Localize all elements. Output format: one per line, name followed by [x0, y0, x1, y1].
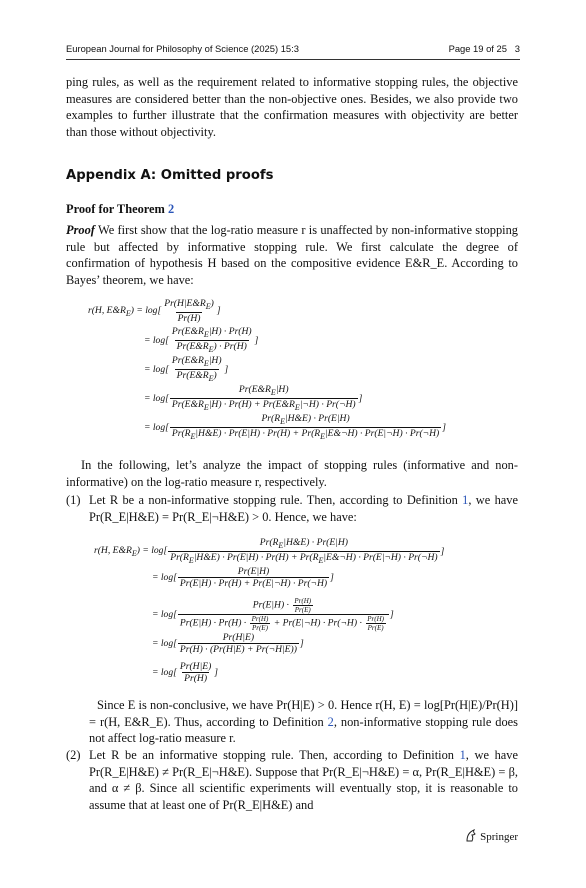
definition-link-2[interactable]: 2	[327, 714, 334, 729]
list-item-2: (2) Let R be an informative stopping rule. Then, according to Definition 1, we have Pr(R_E|H&E) ≠ Pr(R_E|¬H&E). Suppose that Pr(R_E|¬H&E) = α, Pr(R_E|H&E) = β, and α ≠ β. Since all scientific experiments will eventually stop, it is reasonable to assume that at least one of Pr(R_E|H&E) and	[66, 748, 518, 812]
eq1-line-3: = log[ $\frac{Pr(E\&R_E|H)}{Pr(E\&R_E)}$ ]	[144, 355, 229, 383]
springer-horse-icon	[465, 829, 477, 845]
publisher-footer	[465, 829, 518, 845]
intro-paragraph: ping rules, as well as the requirement related to informative stopping rules, the objective measures are considered better than the non-objective ones. Besides, we also provide two examples to further illustrate that the confirmation measures with objectivity are better than those without objectivity.	[66, 75, 518, 139]
eq1-line-5: = log[ $Pr(R_E|H\&E) \cdot Pr(E|H)$ $Pr(R_E|H\&E) \cdot Pr(E|H) \cdot Pr(H)$ + $Pr(R_E|E\&\neg H)$ · Pr(E|¬H) · Pr(¬H) ]	[144, 413, 446, 441]
proof-paragraph: Proof We first show that the log-ratio measure r is unaffected by non-informative stopping rule but affected by informative stopping rule. We first calculate the degree of confirmation of hypothesis H based on the compositive evidence E&R_E. According to Bayes’ theorem, we have:	[66, 223, 518, 287]
eq2-line-2: = log[ $\frac{Pr(E|H)}{Pr(E|H) \cdot Pr(H) + Pr(E|\neg H) \cdot Pr(\neg H)}$ ]	[152, 566, 334, 589]
section-title: Appendix A: Omitted proofs	[66, 168, 274, 183]
journal-citation: European Journal for Philosophy of Science (2025) 15:3	[66, 43, 299, 54]
list-item-1: (1) Let R be a non-informative stopping rule. Then, according to Definition 1, we have Pr(R_E|H&E) = Pr(R_E|¬H&E) > 0. Hence, we have:	[66, 493, 518, 524]
definition-link[interactable]: 1	[462, 493, 469, 507]
eq1-line-4: = log[ $\frac{Pr(E\&R_E|H)}{Pr(E\&R_E|H) \cdot Pr(H) + Pr(E\&R_E|\neg H) \cdot Pr(\neg H)}$ ]	[144, 384, 363, 412]
page-number: Page 19 of 25 3	[448, 43, 520, 54]
following-paragraph: In the following, let’s analyze the impact of stopping rules (informative and non-informative) on the log-ratio measure r, respectively.	[66, 458, 518, 489]
eq1-line-2: = log[ $\frac{Pr(E\&R_E|H) \cdot Pr(H)}{Pr(E\&R_E) \cdot Pr(H)}$ ]	[144, 326, 259, 354]
publisher-name: Springer	[480, 831, 518, 843]
since-paragraph: Since E is non-conclusive, we have Pr(H|E) > 0. Hence r(H, E) = log[Pr(H|E)/Pr(H)] = r(H, E&R_E). Thus, according to Definition 2, non-informative stopping rule does not affect log-ratio measure r.	[89, 698, 519, 745]
eq2-line-4: = log[ $\frac{Pr(H|E)}{Pr(H) \cdot (Pr(H|E) + Pr(\neg H|E))}$ ]	[152, 632, 304, 655]
eq1-line-1: r(H, $E\&R_E) = \log$[ $\frac{Pr(H|E\&R_E)}{Pr(H)}$ ]	[88, 298, 221, 324]
proof-title: Proof for Theorem 2	[66, 202, 175, 216]
eq2-line-3: = log[ Pr(E|H) · $\frac{Pr(H)}{Pr(E)}$ Pr(E|H) · Pr(H) · $\frac{Pr(H)}{Pr(E)}$ + Pr(E|¬H) · Pr(¬H) · $\frac{Pr(H)}{Pr(E)}$ ]	[152, 597, 394, 632]
theorem-link[interactable]: 2	[168, 202, 175, 216]
running-header	[66, 43, 520, 57]
eq2-line-1: r(H, $E\&R_E) = \log$[ $Pr(R_E|H\&E) \cdot Pr(E|H)$ $Pr(R_E|H\&E) \cdot Pr(E|H) \cdot Pr(H)$ + $Pr(R_E|E\&\neg H)$ · Pr(E|¬H) · Pr(¬H) ]	[94, 537, 445, 565]
definition-link-3[interactable]: 1	[459, 748, 466, 762]
proof-text: We first show that the log-ratio measure r is unaffected by non-informative stopping rule but affected by informative stopping rule. We first calculate the degree of confirmation of hypothesis H based on the compositive evidence E&R_E. According to Bayes’ theorem, we have:	[66, 223, 518, 287]
header-rule	[66, 59, 520, 60]
eq2-line-5: = log[ $\frac{Pr(H|E)}{Pr(H)}$ ]	[152, 661, 219, 684]
